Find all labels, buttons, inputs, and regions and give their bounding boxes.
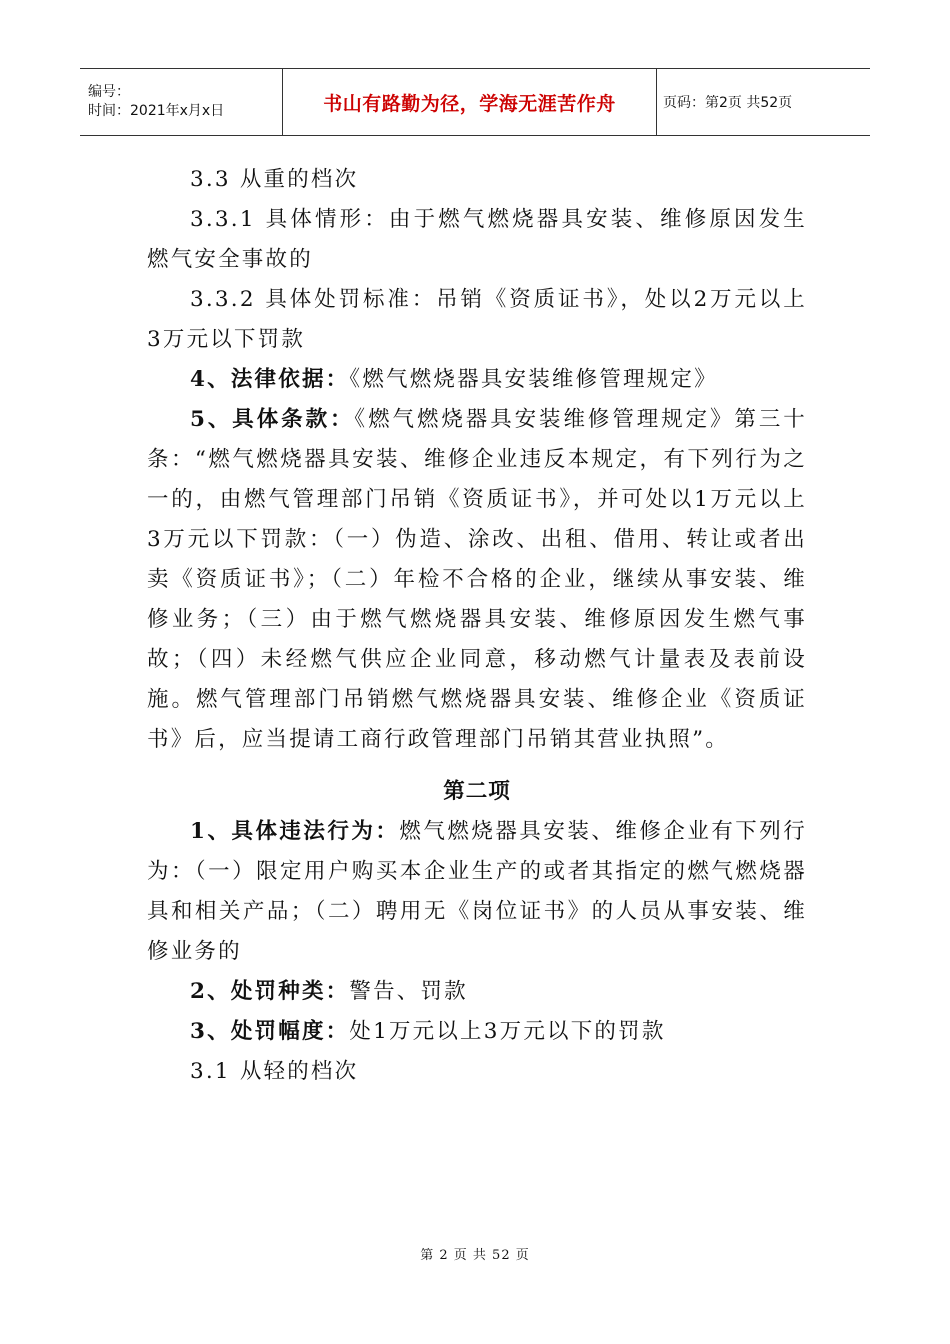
legal-basis-label: 4、法律依据： (190, 367, 350, 392)
penalty-range-label: 3、处罚幅度： (190, 1019, 350, 1044)
paragraph-3-3: 3.3 从重的档次 (190, 167, 359, 192)
penalty-range-text: 处1万元以上3万元以下的罚款 (349, 1019, 666, 1044)
page-header (80, 68, 870, 136)
violation-label: 1、具体违法行为： (190, 819, 400, 844)
paragraph-3-1: 3.1 从轻的档次 (190, 1059, 359, 1084)
section-title: 第二项 (443, 779, 511, 804)
header-page-info: 页码：第2页 共52页 (663, 95, 793, 111)
paragraph-violation (147, 812, 807, 972)
paragraph-penalty-range (147, 1012, 807, 1052)
header-motto: 书山有路勤为径，学海无涯苦作舟 (283, 69, 657, 135)
specific-clause-label: 5、具体条款： (190, 407, 355, 432)
paragraph-3-3-2: 3.3.2 具体处罚标准：吊销《资质证书》，处以2万元以上3万元以下罚款 (147, 287, 807, 352)
paragraph-legal-basis (147, 360, 807, 400)
specific-clause-text: 《燃气燃烧器具安装维修管理规定》第三十条：“燃气燃烧器具安装、维修企业违反本规定，有下列行为之一的，由燃气管理部门吊销《资质证书》，并可处以1万元以上3万元以下罚款：（一）伪造、涂改、出租、借用、转让或者出卖《资质证书》；（二）年检不合格的企业，继续从事安装、维修业务；（三）由于燃气燃烧器具安装、维修原因发生燃气事故；（四）未经燃气供应企业同意，移动燃气计量表及表前设施。燃气管理部门吊销燃气燃烧器具安装、维修企业《资质证书》后，应当提请工商行政管理部门吊销其营业执照”。 (147, 407, 807, 752)
document-body (147, 160, 807, 1092)
paragraph-3-3-1: 3.3.1 具体情形：由于燃气燃烧器具安装、维修原因发生燃气安全事故的 (147, 207, 807, 272)
paragraph-specific-clause (147, 400, 807, 760)
document-time-label: 时间：2021年x月x日 (88, 103, 225, 119)
document-number-label: 编号： (88, 84, 130, 100)
legal-basis-text: 《燃气燃烧器具安装维修管理规定》 (349, 367, 718, 392)
header-meta (80, 69, 283, 135)
page-footer: 第 2 页 共 52 页 (420, 1248, 530, 1263)
paragraph-penalty-type (147, 972, 807, 1012)
penalty-type-label: 2、处罚种类： (190, 979, 350, 1004)
penalty-type-text: 警告、罚款 (349, 979, 468, 1004)
violation-text: 燃气燃烧器具安装、维修企业有下列行为：（一）限定用户购买本企业生产的或者其指定的燃气燃烧器具和相关产品；（二）聘用无《岗位证书》的人员从事安装、维修业务的 (147, 819, 807, 964)
